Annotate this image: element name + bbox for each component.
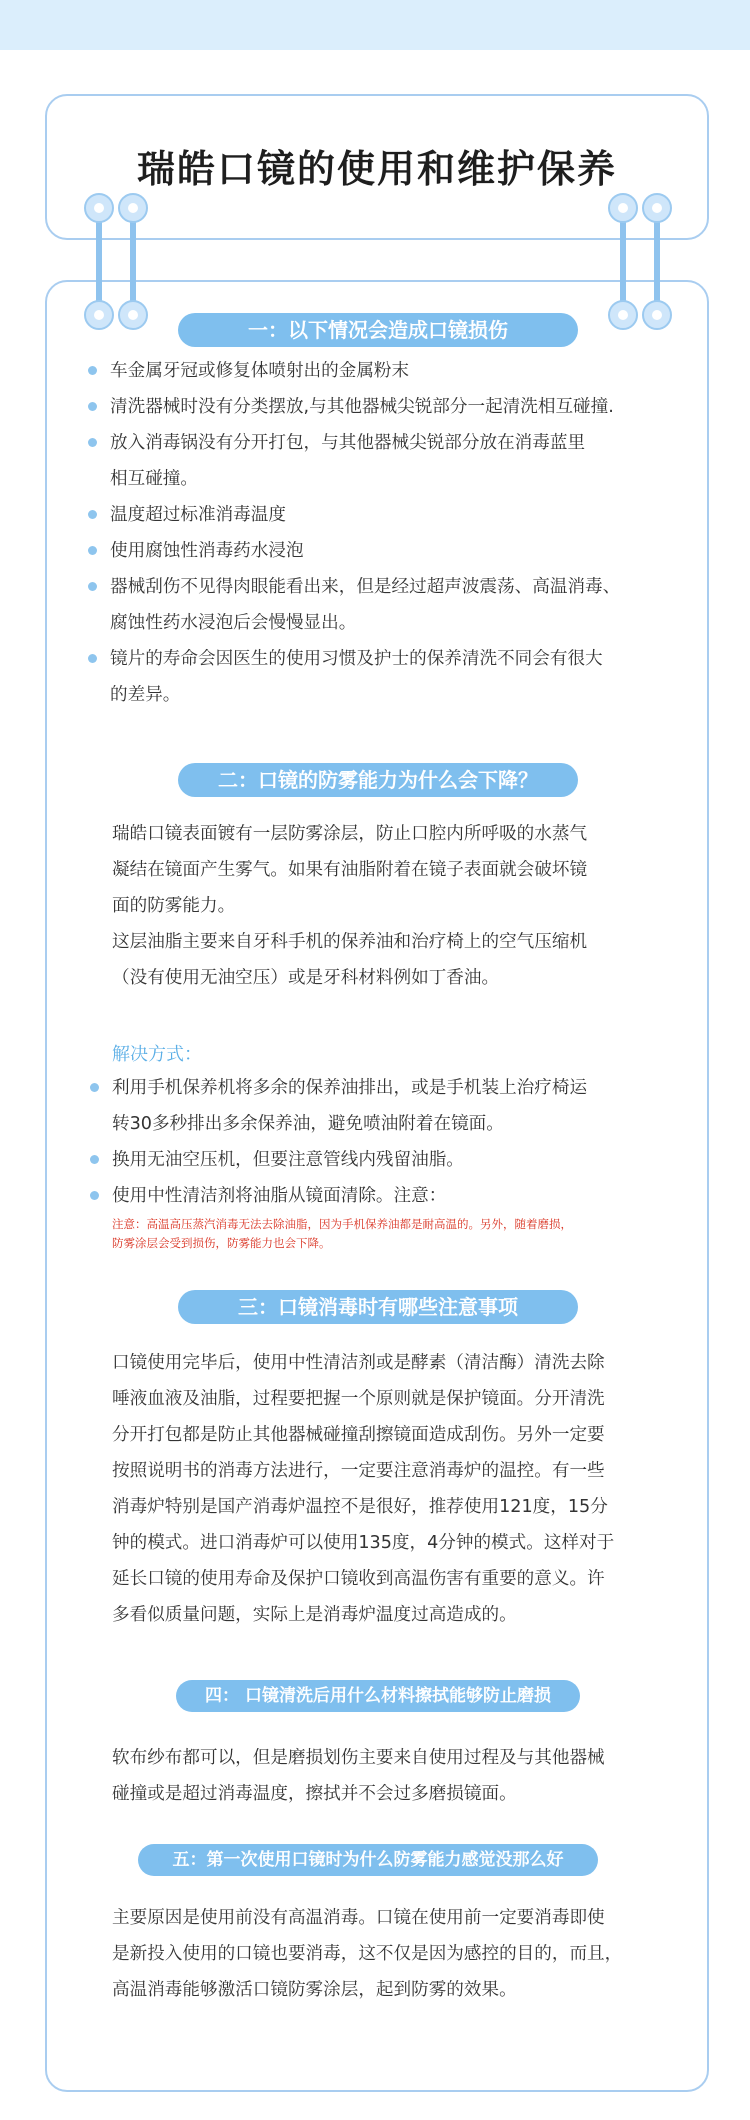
- paragraph-line: 口镜使用完毕后，使用中性清洁剂或是酵素（清洁酶）清洗去除: [112, 1353, 605, 1373]
- binder-ring-icon: [118, 193, 148, 223]
- note-line: 注意：高温高压蒸汽消毒无法去除油脂，因为手机保养油都是耐高温的。另外，随着磨损，: [112, 1217, 572, 1231]
- paragraph-line: 瑞皓口镜表面镀有一层防雾涂层，防止口腔内所呼吸的水蒸气: [112, 824, 588, 844]
- list-item: [88, 1178, 708, 1214]
- bullet-dot-icon: [90, 1155, 99, 1164]
- bullet-dot-icon: [88, 366, 97, 375]
- bullet-dot-icon: [88, 582, 97, 591]
- list-item-text: 转30多秒排出多余保养油，避免喷油附着在镜面。: [112, 1114, 504, 1134]
- paragraph-line: 按照说明书的消毒方法进行，一定要注意消毒炉的温控。有一些: [112, 1461, 605, 1481]
- list-item-text: 的差异。: [110, 685, 181, 705]
- binder-ring-icon: [118, 300, 148, 330]
- list-item-text: 清洗器械时没有分类摆放,与其他器械尖锐部分一起清洗相互碰撞.: [110, 397, 614, 417]
- binder-ring-icon: [84, 300, 114, 330]
- paragraph-line: 多看似质量问题，实际上是消毒炉温度过高造成的。: [112, 1605, 517, 1625]
- section3-body: [112, 1345, 702, 1633]
- top-band: [0, 0, 750, 50]
- list-item-text: 车金属牙冠或修复体喷射出的金属粉末: [110, 361, 410, 381]
- paragraph-line: 这层油脂主要来自牙科手机的保养油和治疗椅上的空气压缩机: [112, 932, 588, 952]
- section3-heading: 三：口镜消毒时有哪些注意事项: [178, 1290, 578, 1324]
- section1-list: [86, 353, 706, 713]
- section2-heading: 二：口镜的防雾能力为什么会下降？: [178, 763, 578, 797]
- list-item: [86, 569, 706, 641]
- list-item: [88, 1142, 708, 1178]
- paragraph-line: 唾液血液及油脂，过程要把握一个原则就是保护镜面。分开清洗: [112, 1389, 605, 1409]
- section5-heading: 五：第一次使用口镜时为什么防雾能力感觉没那么好: [138, 1844, 598, 1876]
- list-item: [86, 533, 706, 569]
- paragraph-line: 分开打包都是防止其他器械碰撞刮擦镜面造成刮伤。另外一定要: [112, 1425, 605, 1445]
- list-item-text: 温度超过标准消毒温度: [110, 505, 286, 525]
- list-item: [86, 425, 706, 497]
- binder-ring-icon: [608, 193, 638, 223]
- section2-body: [112, 816, 702, 996]
- paragraph-line: 主要原因是使用前没有高温消毒。口镜在使用前一定要消毒即使: [112, 1908, 605, 1928]
- paragraph-line: 面的防雾能力。: [112, 896, 236, 916]
- paragraph-line: 是新投入使用的口镜也要消毒，这不仅是因为感控的目的，而且，: [112, 1944, 623, 1964]
- list-item-text: 放入消毒锅没有分开打包，与其他器械尖锐部分放在消毒蓝里: [110, 433, 586, 453]
- list-item: [86, 641, 706, 713]
- note-line: 防雾涂层会受到损伤，防雾能力也会下降。: [112, 1236, 331, 1250]
- list-item-text: 相互碰撞。: [110, 469, 198, 489]
- list-item-text: 使用中性清洁剂将油脂从镜面清除。注意：: [112, 1186, 447, 1206]
- section4-heading: 四： 口镜清洗后用什么材料擦拭能够防止磨损: [176, 1680, 580, 1712]
- bullet-dot-icon: [88, 402, 97, 411]
- paragraph-line: 碰撞或是超过消毒温度，擦拭并不会过多磨损镜面。: [112, 1784, 517, 1804]
- bullet-dot-icon: [90, 1083, 99, 1092]
- page-title: 瑞皓口镜的使用和维护保养: [136, 147, 617, 191]
- list-item-text: 器械刮伤不见得肉眼能看出来，但是经过超声波震荡、高温消毒、: [110, 577, 621, 597]
- bullet-dot-icon: [90, 1191, 99, 1200]
- binder-ring-icon: [84, 193, 114, 223]
- paragraph-line: 凝结在镜面产生雾气。如果有油脂附着在镜子表面就会破坏镜: [112, 860, 588, 880]
- warning-note: [112, 1215, 702, 1253]
- list-item-text: 换用无油空压机，但要注意管线内残留油脂。: [112, 1150, 464, 1170]
- paragraph-line: （没有使用无油空压）或是牙科材料例如丁香油。: [112, 968, 500, 988]
- list-item-text: 利用手机保养机将多余的保养油排出，或是手机装上治疗椅运: [112, 1078, 588, 1098]
- list-item: [88, 1070, 708, 1142]
- list-item-text: 腐蚀性药水浸泡后会慢慢显出。: [110, 613, 357, 633]
- solution-list: [88, 1070, 708, 1214]
- list-item-text: 使用腐蚀性消毒药水浸泡: [110, 541, 304, 561]
- bullet-dot-icon: [88, 510, 97, 519]
- bullet-dot-icon: [88, 546, 97, 555]
- paragraph-line: 软布纱布都可以，但是磨损划伤主要来自使用过程及与其他器械: [112, 1748, 605, 1768]
- binder-ring-icon: [642, 300, 672, 330]
- section4-body: [112, 1740, 702, 1812]
- title-card: [45, 94, 709, 240]
- paragraph-line: 钟的模式。进口消毒炉可以使用135度，4分钟的模式。这样对于: [112, 1533, 615, 1553]
- paragraph-line: 延长口镜的使用寿命及保护口镜收到高温伤害有重要的意义。许: [112, 1569, 605, 1589]
- list-item: [86, 389, 706, 425]
- list-item: [86, 497, 706, 533]
- solution-label: 解决方式：: [112, 1044, 202, 1065]
- paragraph-line: 消毒炉特别是国产消毒炉温控不是很好，推荐使用121度，15分: [112, 1497, 608, 1517]
- section1-heading: 一：以下情况会造成口镜损伤: [178, 313, 578, 347]
- section5-body: [112, 1900, 702, 2008]
- binder-ring-icon: [608, 300, 638, 330]
- bullet-dot-icon: [88, 438, 97, 447]
- paragraph-line: 高温消毒能够激活口镜防雾涂层，起到防雾的效果。: [112, 1980, 517, 2000]
- binder-ring-icon: [642, 193, 672, 223]
- bullet-dot-icon: [88, 654, 97, 663]
- list-item-text: 镜片的寿命会因医生的使用习惯及护士的保养清洗不同会有很大: [110, 649, 603, 669]
- list-item: [86, 353, 706, 389]
